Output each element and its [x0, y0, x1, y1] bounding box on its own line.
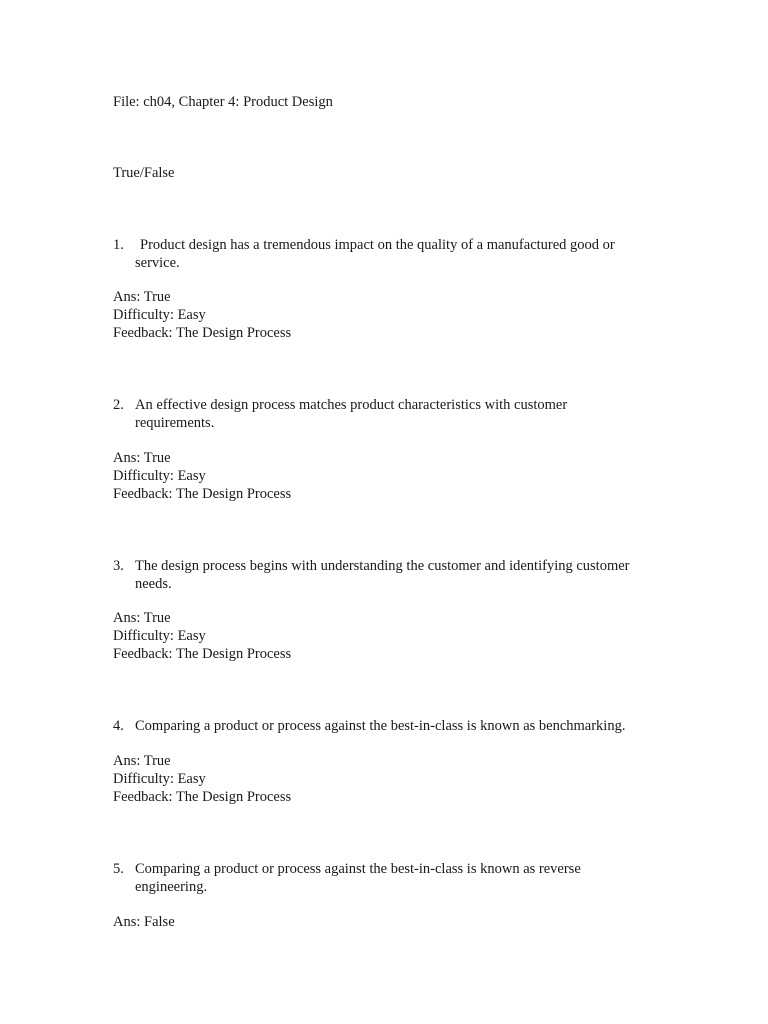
section-heading: True/False [113, 165, 175, 181]
answer-block-4 [113, 752, 291, 806]
difficulty: Difficulty: Easy [113, 628, 206, 644]
question-text-line: Product design has a tremendous impact on the quality of a manufactured good or [140, 237, 615, 253]
question-text [135, 717, 665, 735]
question-text-line: service. [135, 255, 180, 271]
difficulty: Difficulty: Easy [113, 771, 206, 787]
answer-block-3 [113, 609, 291, 663]
question-number: 3. [113, 558, 124, 574]
question-text-line: An effective design process matches product characteristics with customer [135, 397, 568, 413]
answer: Ans: True [113, 289, 171, 305]
question-number: 5. [113, 861, 124, 877]
difficulty: Difficulty: Easy [113, 307, 206, 323]
question-text-line: requirements. [135, 415, 215, 431]
feedback: Feedback: The Design Process [113, 486, 292, 502]
question-text-line: The design process begins with understanding the customer and identifying customer [135, 558, 630, 574]
feedback: Feedback: The Design Process [113, 646, 292, 662]
question-text-line: Comparing a product or process against the best-in-class is known as reverse [135, 861, 581, 877]
feedback: Feedback: The Design Process [113, 789, 292, 805]
answer: Ans: False [113, 914, 175, 930]
question-text [135, 236, 670, 272]
answer: Ans: True [113, 753, 171, 769]
difficulty: Difficulty: Easy [113, 468, 206, 484]
answer-block-5 [113, 913, 175, 931]
question-text-line: Comparing a product or process against the best-in-class is known as benchmarking. [135, 718, 626, 734]
question-text [135, 396, 665, 432]
question-text [135, 557, 665, 593]
question-number: 2. [113, 397, 124, 413]
answer: Ans: True [113, 450, 171, 466]
answer: Ans: True [113, 610, 171, 626]
answer-block-2 [113, 449, 291, 503]
feedback: Feedback: The Design Process [113, 325, 292, 341]
question-text [135, 860, 665, 896]
question-number: 4. [113, 718, 124, 734]
file-title: File: ch04, Chapter 4: Product Design [113, 94, 333, 110]
question-text-line: engineering. [135, 879, 208, 895]
answer-block-1 [113, 288, 291, 342]
question-text-line: needs. [135, 576, 172, 592]
question-number: 1. [113, 237, 124, 253]
